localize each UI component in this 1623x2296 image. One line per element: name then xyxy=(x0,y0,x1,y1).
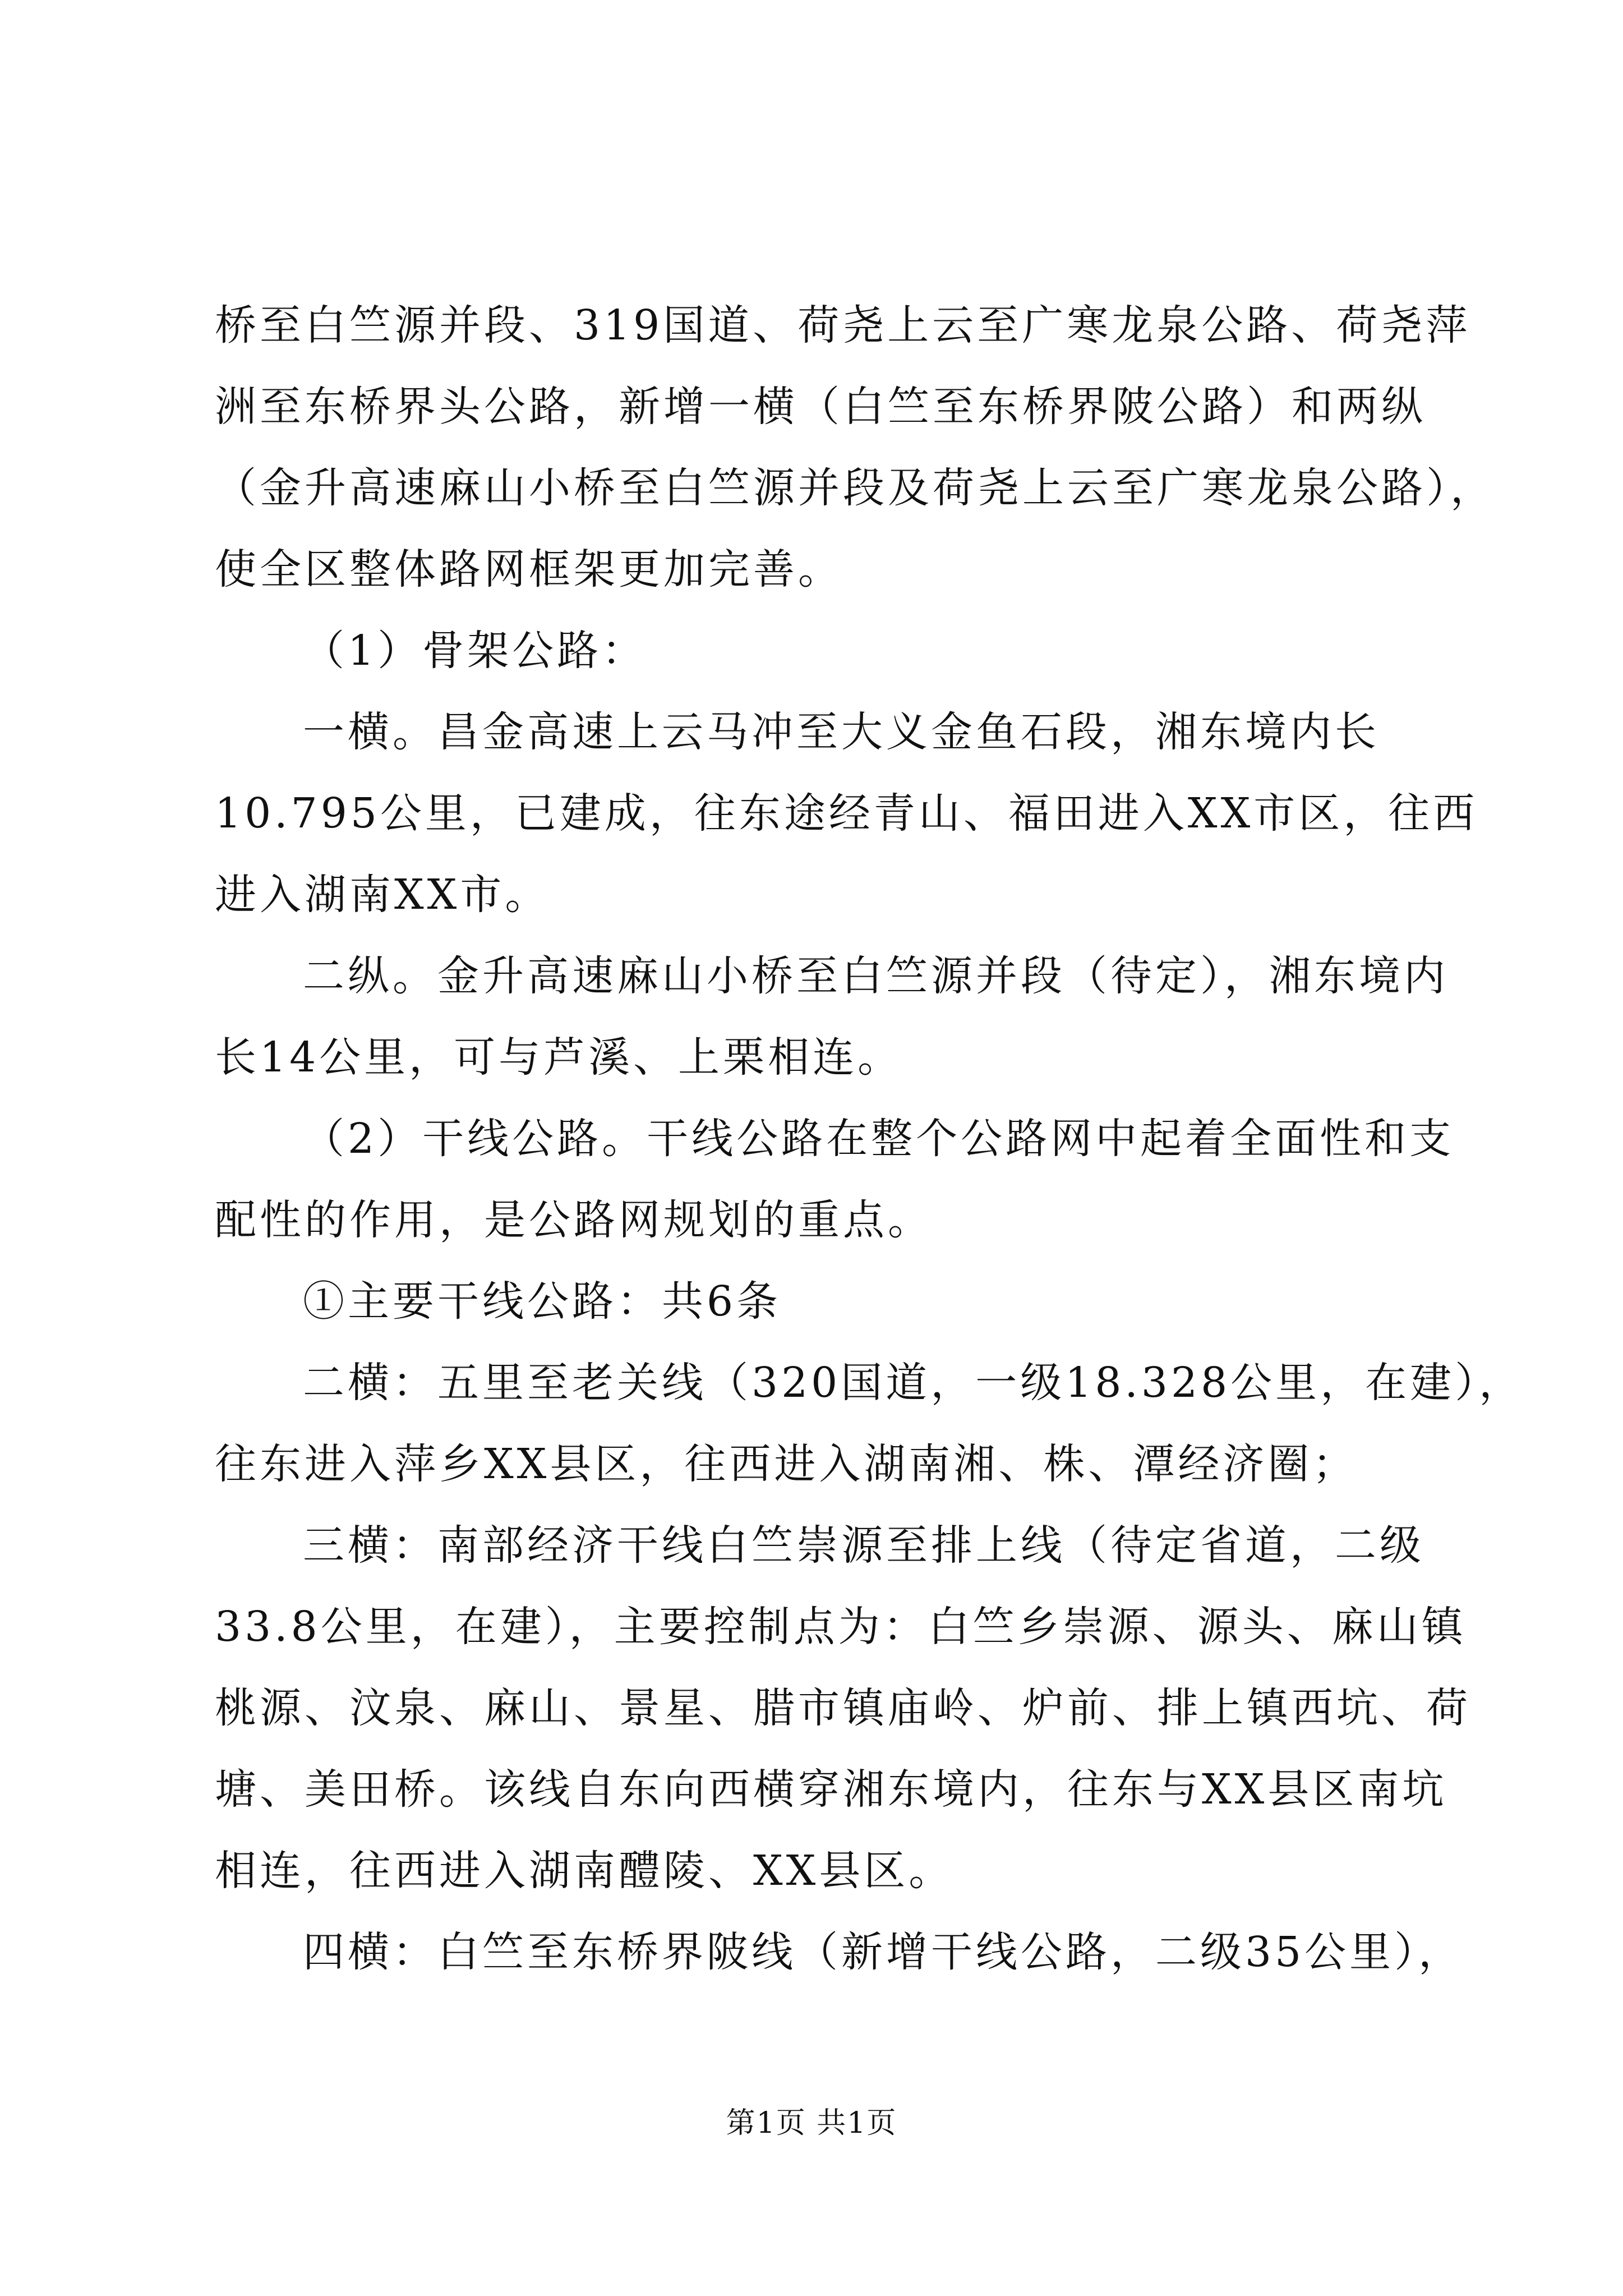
paragraph-line: 洲至东桥界头公路，新增一横（白竺至东桥界陂公路）和两纵 xyxy=(215,383,1426,431)
paragraph-line: （金升高速麻山小桥至白竺源并段及荷尧上云至广寒龙泉公路）， xyxy=(215,464,1495,512)
paragraph-line: 相连，往西进入湖南醴陵、XX县区。 xyxy=(215,1847,954,1895)
section-heading: （2）干线公路。干线公路在整个公路网中起着全面性和支 xyxy=(303,1115,1455,1163)
paragraph-line: 二纵。金升高速麻山小桥至白竺源并段（待定），湘东境内 xyxy=(303,952,1449,1000)
paragraph-line: 四横：白竺至东桥界陂线（新增干线公路，二级35公里）， xyxy=(303,1928,1464,1976)
paragraph-line: 三横：南部经济干线白竺崇源至排上线（待定省道，二级 xyxy=(303,1521,1424,1570)
paragraph-line: 桃源、汶泉、麻山、景星、腊市镇庙岭、炉前、排上镇西坑、荷 xyxy=(215,1684,1471,1732)
paragraph-line: 配性的作用，是公路网规划的重点。 xyxy=(215,1196,933,1244)
paragraph-line: 使全区整体路网框架更加完善。 xyxy=(215,545,843,593)
paragraph-line: 进入湖南XX市。 xyxy=(215,871,550,919)
paragraph-line: 10.795公里，已建成，往东途经青山、福田进入XX市区，往西 xyxy=(215,789,1478,838)
paragraph-line: 桥至白竺源并段、319国道、荷尧上云至广寒龙泉公路、荷尧萍 xyxy=(215,301,1471,349)
list-heading: ①主要干线公路：共6条 xyxy=(303,1277,782,1326)
paragraph-line: 往东进入萍乡XX县区，往西进入湖南湘、株、潭经济圈； xyxy=(215,1440,1358,1488)
paragraph-line: 二横：五里至老关线（320国道，一级18.328公里，在建）， xyxy=(303,1359,1524,1407)
paragraph-line: 长14公里，可与芦溪、上栗相连。 xyxy=(215,1033,903,1082)
section-heading: （1）骨架公路： xyxy=(303,627,647,675)
paragraph-line: 33.8公里，在建），主要控制点为：白竺乡崇源、源头、麻山镇 xyxy=(215,1603,1467,1651)
paragraph-line: 一横。昌金高速上云马冲至大义金鱼石段，湘东境内长 xyxy=(303,708,1380,756)
paragraph-line: 塘、美田桥。该线自东向西横穿湘东境内，往东与XX县区南坑 xyxy=(215,1765,1447,1814)
page-footer: 第1页 共1页 xyxy=(726,2106,897,2140)
